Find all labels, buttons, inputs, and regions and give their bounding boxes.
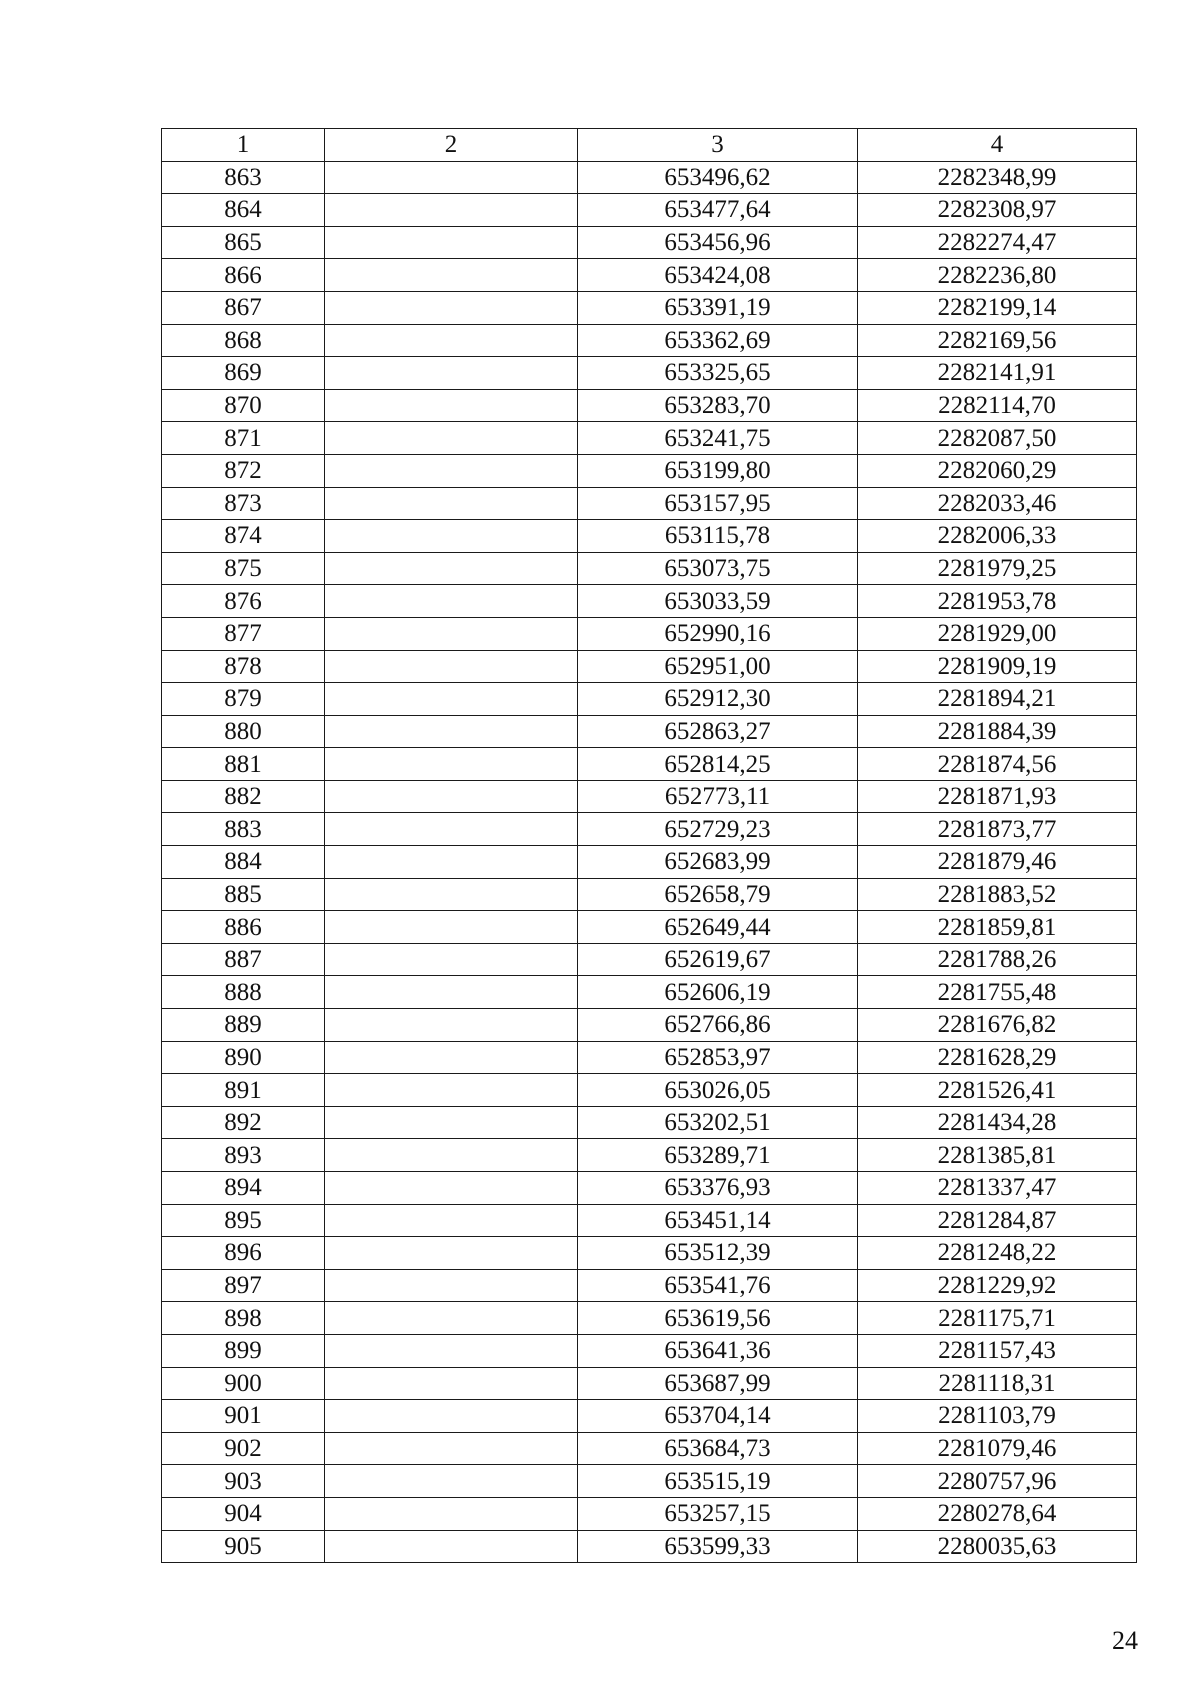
- empty-cell: [325, 715, 578, 748]
- table-row: [162, 1465, 1137, 1498]
- y-coordinate-cell: 2281894,21: [858, 683, 1137, 716]
- table-row: [162, 1139, 1137, 1172]
- point-number-cell: 886: [162, 911, 325, 944]
- point-number-cell: 872: [162, 454, 325, 487]
- y-coordinate-cell: 2281879,46: [858, 846, 1137, 879]
- column-header-1: 1: [162, 129, 325, 162]
- empty-cell: [325, 1074, 578, 1107]
- table-row: [162, 1172, 1137, 1205]
- table-row: [162, 1106, 1137, 1139]
- empty-cell: [325, 161, 578, 194]
- y-coordinate-cell: 2282199,14: [858, 291, 1137, 324]
- table-row: [162, 650, 1137, 683]
- point-number-cell: 888: [162, 976, 325, 1009]
- point-number-cell: 903: [162, 1465, 325, 1498]
- x-coordinate-cell: 652853,97: [578, 1041, 858, 1074]
- table-row: [162, 291, 1137, 324]
- y-coordinate-cell: 2281229,92: [858, 1269, 1137, 1302]
- x-coordinate-cell: 653257,15: [578, 1497, 858, 1530]
- empty-cell: [325, 520, 578, 553]
- empty-cell: [325, 1497, 578, 1530]
- x-coordinate-cell: 652863,27: [578, 715, 858, 748]
- empty-cell: [325, 552, 578, 585]
- y-coordinate-cell: 2280035,63: [858, 1530, 1137, 1563]
- y-coordinate-cell: 2281526,41: [858, 1074, 1137, 1107]
- y-coordinate-cell: 2281248,22: [858, 1237, 1137, 1270]
- point-number-cell: 879: [162, 683, 325, 716]
- table-row: [162, 194, 1137, 227]
- point-number-cell: 878: [162, 650, 325, 683]
- table-row: [162, 324, 1137, 357]
- point-number-cell: 894: [162, 1172, 325, 1205]
- empty-cell: [325, 291, 578, 324]
- y-coordinate-cell: 2281118,31: [858, 1367, 1137, 1400]
- empty-cell: [325, 878, 578, 911]
- y-coordinate-cell: 2282274,47: [858, 226, 1137, 259]
- point-number-cell: 899: [162, 1334, 325, 1367]
- empty-cell: [325, 650, 578, 683]
- table-row: [162, 585, 1137, 618]
- x-coordinate-cell: 652606,19: [578, 976, 858, 1009]
- y-coordinate-cell: 2281157,43: [858, 1334, 1137, 1367]
- table-row: [162, 487, 1137, 520]
- empty-cell: [325, 1530, 578, 1563]
- table-row: [162, 1237, 1137, 1270]
- empty-cell: [325, 422, 578, 455]
- y-coordinate-cell: 2281676,82: [858, 1009, 1137, 1042]
- y-coordinate-cell: 2281979,25: [858, 552, 1137, 585]
- table-row: [162, 161, 1137, 194]
- x-coordinate-cell: 653641,36: [578, 1334, 858, 1367]
- point-number-cell: 883: [162, 813, 325, 846]
- table-row: [162, 1367, 1137, 1400]
- point-number-cell: 893: [162, 1139, 325, 1172]
- column-header-2: 2: [325, 129, 578, 162]
- empty-cell: [325, 226, 578, 259]
- x-coordinate-cell: 653619,56: [578, 1302, 858, 1335]
- y-coordinate-cell: 2281434,28: [858, 1106, 1137, 1139]
- point-number-cell: 867: [162, 291, 325, 324]
- point-number-cell: 898: [162, 1302, 325, 1335]
- x-coordinate-cell: 653026,05: [578, 1074, 858, 1107]
- x-coordinate-cell: 653704,14: [578, 1400, 858, 1433]
- x-coordinate-cell: 652658,79: [578, 878, 858, 911]
- table-row: [162, 1041, 1137, 1074]
- x-coordinate-cell: 653289,71: [578, 1139, 858, 1172]
- x-coordinate-cell: 653451,14: [578, 1204, 858, 1237]
- y-coordinate-cell: 2282087,50: [858, 422, 1137, 455]
- table-row: [162, 715, 1137, 748]
- point-number-cell: 885: [162, 878, 325, 911]
- y-coordinate-cell: 2281337,47: [858, 1172, 1137, 1205]
- point-number-cell: 868: [162, 324, 325, 357]
- point-number-cell: 904: [162, 1497, 325, 1530]
- y-coordinate-cell: 2281909,19: [858, 650, 1137, 683]
- point-number-cell: 897: [162, 1269, 325, 1302]
- empty-cell: [325, 1172, 578, 1205]
- empty-cell: [325, 1432, 578, 1465]
- empty-cell: [325, 389, 578, 422]
- table-row: [162, 520, 1137, 553]
- point-number-cell: 887: [162, 943, 325, 976]
- point-number-cell: 863: [162, 161, 325, 194]
- table-row: [162, 943, 1137, 976]
- table-row: [162, 1432, 1137, 1465]
- point-number-cell: 875: [162, 552, 325, 585]
- point-number-cell: 900: [162, 1367, 325, 1400]
- point-number-cell: 880: [162, 715, 325, 748]
- page-number: 24: [1112, 1626, 1138, 1655]
- x-coordinate-cell: 652619,67: [578, 943, 858, 976]
- y-coordinate-cell: 2282060,29: [858, 454, 1137, 487]
- point-number-cell: 901: [162, 1400, 325, 1433]
- table-row: [162, 1302, 1137, 1335]
- x-coordinate-cell: 652773,11: [578, 780, 858, 813]
- empty-cell: [325, 813, 578, 846]
- point-number-cell: 869: [162, 357, 325, 390]
- x-coordinate-cell: 653477,64: [578, 194, 858, 227]
- y-coordinate-cell: 2281628,29: [858, 1041, 1137, 1074]
- point-number-cell: 866: [162, 259, 325, 292]
- y-coordinate-cell: 2282169,56: [858, 324, 1137, 357]
- x-coordinate-cell: 653157,95: [578, 487, 858, 520]
- x-coordinate-cell: 652814,25: [578, 748, 858, 781]
- empty-cell: [325, 487, 578, 520]
- table-row: [162, 389, 1137, 422]
- point-number-cell: 877: [162, 617, 325, 650]
- point-number-cell: 905: [162, 1530, 325, 1563]
- table-row: [162, 1204, 1137, 1237]
- x-coordinate-cell: 653684,73: [578, 1432, 858, 1465]
- x-coordinate-cell: 653541,76: [578, 1269, 858, 1302]
- y-coordinate-cell: 2281871,93: [858, 780, 1137, 813]
- x-coordinate-cell: 653687,99: [578, 1367, 858, 1400]
- x-coordinate-cell: 653515,19: [578, 1465, 858, 1498]
- table-row: [162, 422, 1137, 455]
- y-coordinate-cell: 2282006,33: [858, 520, 1137, 553]
- column-header-3: 3: [578, 129, 858, 162]
- table-row: [162, 1074, 1137, 1107]
- column-header-4: 4: [858, 129, 1137, 162]
- y-coordinate-cell: 2281788,26: [858, 943, 1137, 976]
- empty-cell: [325, 943, 578, 976]
- point-number-cell: 884: [162, 846, 325, 879]
- y-coordinate-cell: 2281953,78: [858, 585, 1137, 618]
- table-row: [162, 357, 1137, 390]
- x-coordinate-cell: 653115,78: [578, 520, 858, 553]
- x-coordinate-cell: 653496,62: [578, 161, 858, 194]
- coordinates-table: [161, 128, 1137, 1563]
- x-coordinate-cell: 653376,93: [578, 1172, 858, 1205]
- table-row: [162, 780, 1137, 813]
- x-coordinate-cell: 653362,69: [578, 324, 858, 357]
- table-row: [162, 226, 1137, 259]
- point-number-cell: 871: [162, 422, 325, 455]
- empty-cell: [325, 683, 578, 716]
- x-coordinate-cell: 653599,33: [578, 1530, 858, 1563]
- x-coordinate-cell: 652766,86: [578, 1009, 858, 1042]
- empty-cell: [325, 1041, 578, 1074]
- y-coordinate-cell: 2281883,52: [858, 878, 1137, 911]
- empty-cell: [325, 1367, 578, 1400]
- x-coordinate-cell: 652683,99: [578, 846, 858, 879]
- empty-cell: [325, 1465, 578, 1498]
- table-row: [162, 748, 1137, 781]
- empty-cell: [325, 324, 578, 357]
- empty-cell: [325, 1269, 578, 1302]
- table-row: [162, 552, 1137, 585]
- table-row: [162, 1009, 1137, 1042]
- y-coordinate-cell: 2282141,91: [858, 357, 1137, 390]
- y-coordinate-cell: 2281755,48: [858, 976, 1137, 1009]
- x-coordinate-cell: 653512,39: [578, 1237, 858, 1270]
- empty-cell: [325, 1302, 578, 1335]
- y-coordinate-cell: 2281284,87: [858, 1204, 1137, 1237]
- x-coordinate-cell: 653073,75: [578, 552, 858, 585]
- empty-cell: [325, 1400, 578, 1433]
- table-row: [162, 911, 1137, 944]
- table-row: [162, 617, 1137, 650]
- x-coordinate-cell: 653456,96: [578, 226, 858, 259]
- empty-cell: [325, 748, 578, 781]
- point-number-cell: 882: [162, 780, 325, 813]
- empty-cell: [325, 194, 578, 227]
- empty-cell: [325, 1009, 578, 1042]
- y-coordinate-cell: 2281103,79: [858, 1400, 1137, 1433]
- x-coordinate-cell: 653391,19: [578, 291, 858, 324]
- table-row: [162, 846, 1137, 879]
- x-coordinate-cell: 653283,70: [578, 389, 858, 422]
- x-coordinate-cell: 653424,08: [578, 259, 858, 292]
- y-coordinate-cell: 2282114,70: [858, 389, 1137, 422]
- table-row: [162, 1497, 1137, 1530]
- empty-cell: [325, 780, 578, 813]
- empty-cell: [325, 1139, 578, 1172]
- table-row: [162, 683, 1137, 716]
- x-coordinate-cell: 653202,51: [578, 1106, 858, 1139]
- empty-cell: [325, 585, 578, 618]
- y-coordinate-cell: 2281884,39: [858, 715, 1137, 748]
- point-number-cell: 864: [162, 194, 325, 227]
- empty-cell: [325, 976, 578, 1009]
- point-number-cell: 891: [162, 1074, 325, 1107]
- y-coordinate-cell: 2281079,46: [858, 1432, 1137, 1465]
- point-number-cell: 865: [162, 226, 325, 259]
- table-row: [162, 1530, 1137, 1563]
- y-coordinate-cell: 2281859,81: [858, 911, 1137, 944]
- point-number-cell: 873: [162, 487, 325, 520]
- y-coordinate-cell: 2282236,80: [858, 259, 1137, 292]
- point-number-cell: 895: [162, 1204, 325, 1237]
- table-header: [162, 129, 1137, 162]
- empty-cell: [325, 1334, 578, 1367]
- empty-cell: [325, 259, 578, 292]
- y-coordinate-cell: 2281873,77: [858, 813, 1137, 846]
- y-coordinate-cell: 2281929,00: [858, 617, 1137, 650]
- x-coordinate-cell: 653325,65: [578, 357, 858, 390]
- table-row: [162, 1334, 1137, 1367]
- empty-cell: [325, 911, 578, 944]
- table-row: [162, 259, 1137, 292]
- table-row: [162, 454, 1137, 487]
- x-coordinate-cell: 653199,80: [578, 454, 858, 487]
- y-coordinate-cell: 2282308,97: [858, 194, 1137, 227]
- y-coordinate-cell: 2280278,64: [858, 1497, 1137, 1530]
- y-coordinate-cell: 2280757,96: [858, 1465, 1137, 1498]
- empty-cell: [325, 1204, 578, 1237]
- point-number-cell: 890: [162, 1041, 325, 1074]
- table-row: [162, 1400, 1137, 1433]
- table-row: [162, 976, 1137, 1009]
- y-coordinate-cell: 2282348,99: [858, 161, 1137, 194]
- empty-cell: [325, 357, 578, 390]
- table-row: [162, 1269, 1137, 1302]
- point-number-cell: 881: [162, 748, 325, 781]
- point-number-cell: 874: [162, 520, 325, 553]
- x-coordinate-cell: 652951,00: [578, 650, 858, 683]
- x-coordinate-cell: 652912,30: [578, 683, 858, 716]
- empty-cell: [325, 454, 578, 487]
- point-number-cell: 876: [162, 585, 325, 618]
- point-number-cell: 902: [162, 1432, 325, 1465]
- x-coordinate-cell: 652990,16: [578, 617, 858, 650]
- empty-cell: [325, 846, 578, 879]
- y-coordinate-cell: 2281874,56: [858, 748, 1137, 781]
- x-coordinate-cell: 653241,75: [578, 422, 858, 455]
- point-number-cell: 870: [162, 389, 325, 422]
- x-coordinate-cell: 653033,59: [578, 585, 858, 618]
- empty-cell: [325, 617, 578, 650]
- point-number-cell: 896: [162, 1237, 325, 1270]
- point-number-cell: 892: [162, 1106, 325, 1139]
- x-coordinate-cell: 652729,23: [578, 813, 858, 846]
- header-row: [162, 129, 1137, 162]
- table-row: [162, 813, 1137, 846]
- empty-cell: [325, 1237, 578, 1270]
- y-coordinate-cell: 2282033,46: [858, 487, 1137, 520]
- empty-cell: [325, 1106, 578, 1139]
- y-coordinate-cell: 2281175,71: [858, 1302, 1137, 1335]
- table-row: [162, 878, 1137, 911]
- table-body: [162, 161, 1137, 1563]
- y-coordinate-cell: 2281385,81: [858, 1139, 1137, 1172]
- point-number-cell: 889: [162, 1009, 325, 1042]
- x-coordinate-cell: 652649,44: [578, 911, 858, 944]
